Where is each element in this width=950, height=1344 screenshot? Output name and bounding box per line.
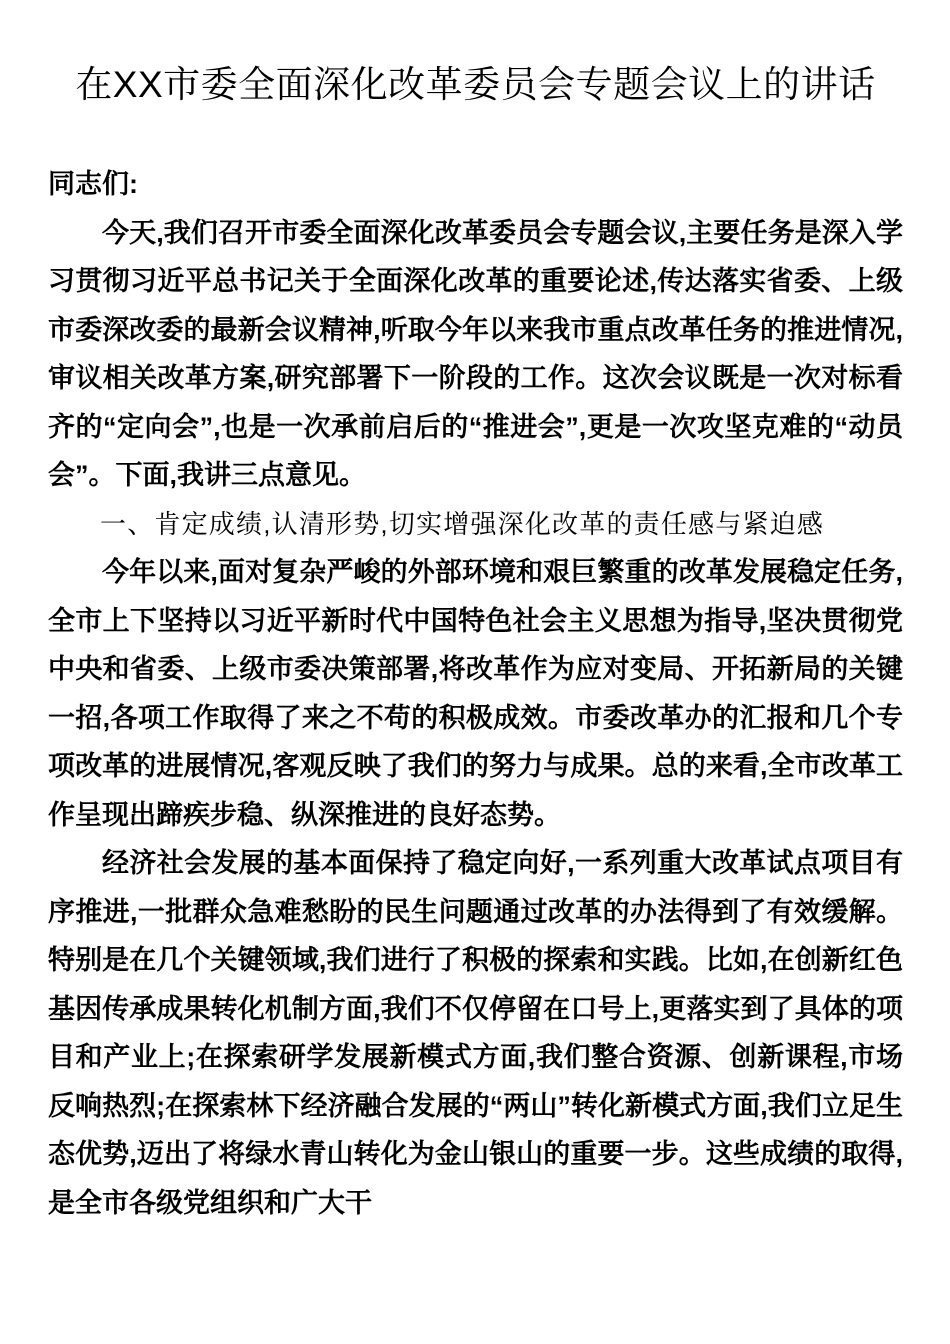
document-body [48, 0, 903, 1227]
paragraph-economy: 经济社会发展的基本面保持了稳定向好,一系列重大改革试点项目有序推进,一批群众急难愁盼的民生问题通过改革的办法得到了有效缓解。特别是在几个关键领域,我们进行了积极的探索和实践。比如,在创新红色基因传承成果转化机制方面,我们不仅停留在口号上,更落实到了具体的项目和产业上;在探索研学发展新模式方面,我们整合资源、创新课程,市场反响热烈;在探索林下经济融合发展的“两山”转化新模式方面,我们立足生态优势,迈出了将绿水青山转化为金山银山的重要一步。这些成绩的取得,是全市各级党组织和广大干 [48, 848, 903, 1218]
paragraph-opening: 今天,我们召开市委全面深化改革委员会专题会议,主要任务是深入学习贯彻习近平总书记关于全面深化改革的重要论述,传达落实省委、上级市委深改委的最新会议精神,听取今年以来我市重点改革任务的推进情况,审议相关改革方案,研究部署下一阶段的工作。这次会议既是一次对标看齐的“定向会”,也是一次承前启后的“推进会”,更是一次攻坚克难的“动员会”。下面,我讲三点意见。 [48, 217, 903, 491]
page-title: 在XX市委全面深化改革委员会专题会议上的讲话 [75, 64, 876, 105]
salutation: 同志们: [48, 169, 138, 200]
section-heading-one: 一、肯定成绩,认清形势,切实增强深化改革的责任感与紧迫感 [100, 508, 825, 539]
paragraph-achievements: 今年以来,面对复杂严峻的外部环境和艰巨繁重的改革发展稳定任务,全市上下坚持以习近平新时代中国特色社会主义思想为指导,坚决贯彻党中央和省委、上级市委决策部署,将改革作为应对变局、开拓新局的关键一招,各项工作取得了来之不苟的积极成效。市委改革办的汇报和几个专项改革的进展情况,客观反映了我们的努力与成果。总的来看,全市改革工作呈现出蹄疾步稳、纵深推进的良好态势。 [48, 557, 904, 830]
